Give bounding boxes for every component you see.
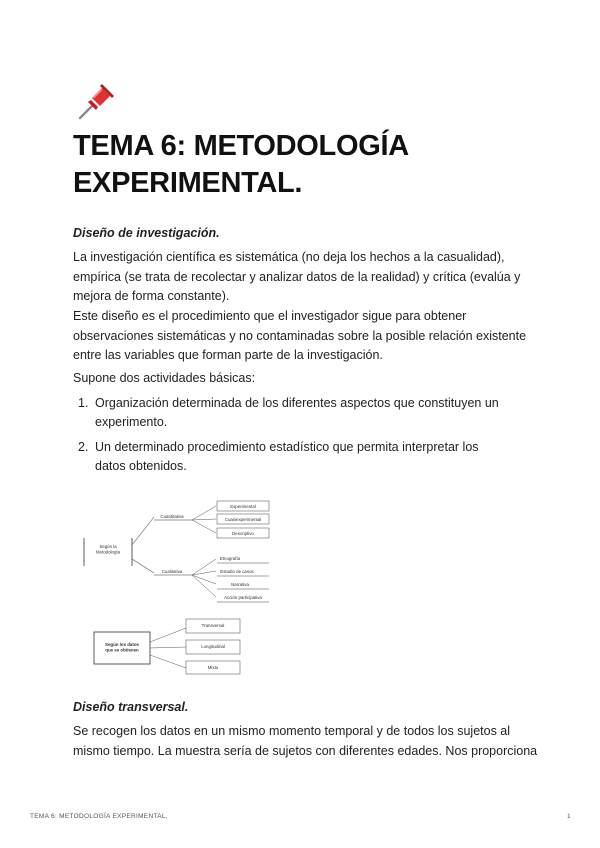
paragraph: La investigación científica es sistemática (no deja los hechos a la casualidad), empírica (se trata de recolectar y analizar datos de la realidad) y crítica (evalúa y mejora de forma constante). (73, 250, 521, 303)
diagram-item-ethnography: Etnografía (219, 556, 241, 561)
diagram-branch-quantitative: Cuantitativa (160, 514, 184, 519)
diagram-item-participatory: Acción participativa (224, 595, 262, 600)
page-number: 1 (567, 813, 571, 820)
diagram-item-descriptive: Descriptivo (232, 531, 254, 536)
diagram-item-narrative: Narrativa (231, 582, 249, 587)
diagram-item-longitudinal: Longitudinal (201, 644, 225, 649)
section-heading-diseno-transversal: Diseño transversal. (73, 700, 189, 714)
methodology-diagram (80, 493, 280, 683)
paragraph: Este diseño es el procedimiento que el investigador sigue para obtener observaciones sistemáticas y no contaminadas sobre la posible relación existente entre las variables que forman parte de la investigación. (73, 309, 527, 362)
page-footer: TEMA 6: METODOLOGÍA EXPERIMENTAL. (30, 813, 168, 820)
list-text: Un determinado procedimiento estadístico que permita interpretar los datos obtenidos. (95, 440, 479, 473)
page-title: TEMA 6: METODOLOGÍA EXPERIMENTAL. (73, 130, 408, 199)
paragraph: Supone dos actividades básicas: (73, 371, 256, 385)
diagram-root-methodology: Según la Metodología (95, 544, 121, 555)
diagram-root-data: Según los datos que se obtienen (105, 642, 139, 653)
list-number: 2. (78, 440, 89, 454)
diagram-item-case-study: Estudio de casos (220, 569, 254, 574)
diagram-item-experimental: Experimental (230, 504, 256, 509)
paragraph: Se recogen los datos en un mismo momento temporal y de todos los sujetos al mismo tiempo. La muestra sería de sujetos con diferentes edades. Nos proporciona (73, 724, 538, 758)
list-number: 1. (78, 396, 89, 410)
diagram-item-quasiexperimental: Cuasiexperimental (224, 517, 262, 522)
diagram-item-transversal: Transversal (201, 623, 225, 628)
list-text: Organización determinada de los diferentes aspectos que constituyen un experimento. (95, 396, 499, 429)
diagram-branch-qualitative: Cualitativa (161, 569, 183, 574)
section-heading-diseno-investigacion: Diseño de investigación. (73, 226, 220, 240)
pushpin-icon (74, 80, 118, 124)
diagram-item-mixed: Mixto (207, 665, 219, 670)
